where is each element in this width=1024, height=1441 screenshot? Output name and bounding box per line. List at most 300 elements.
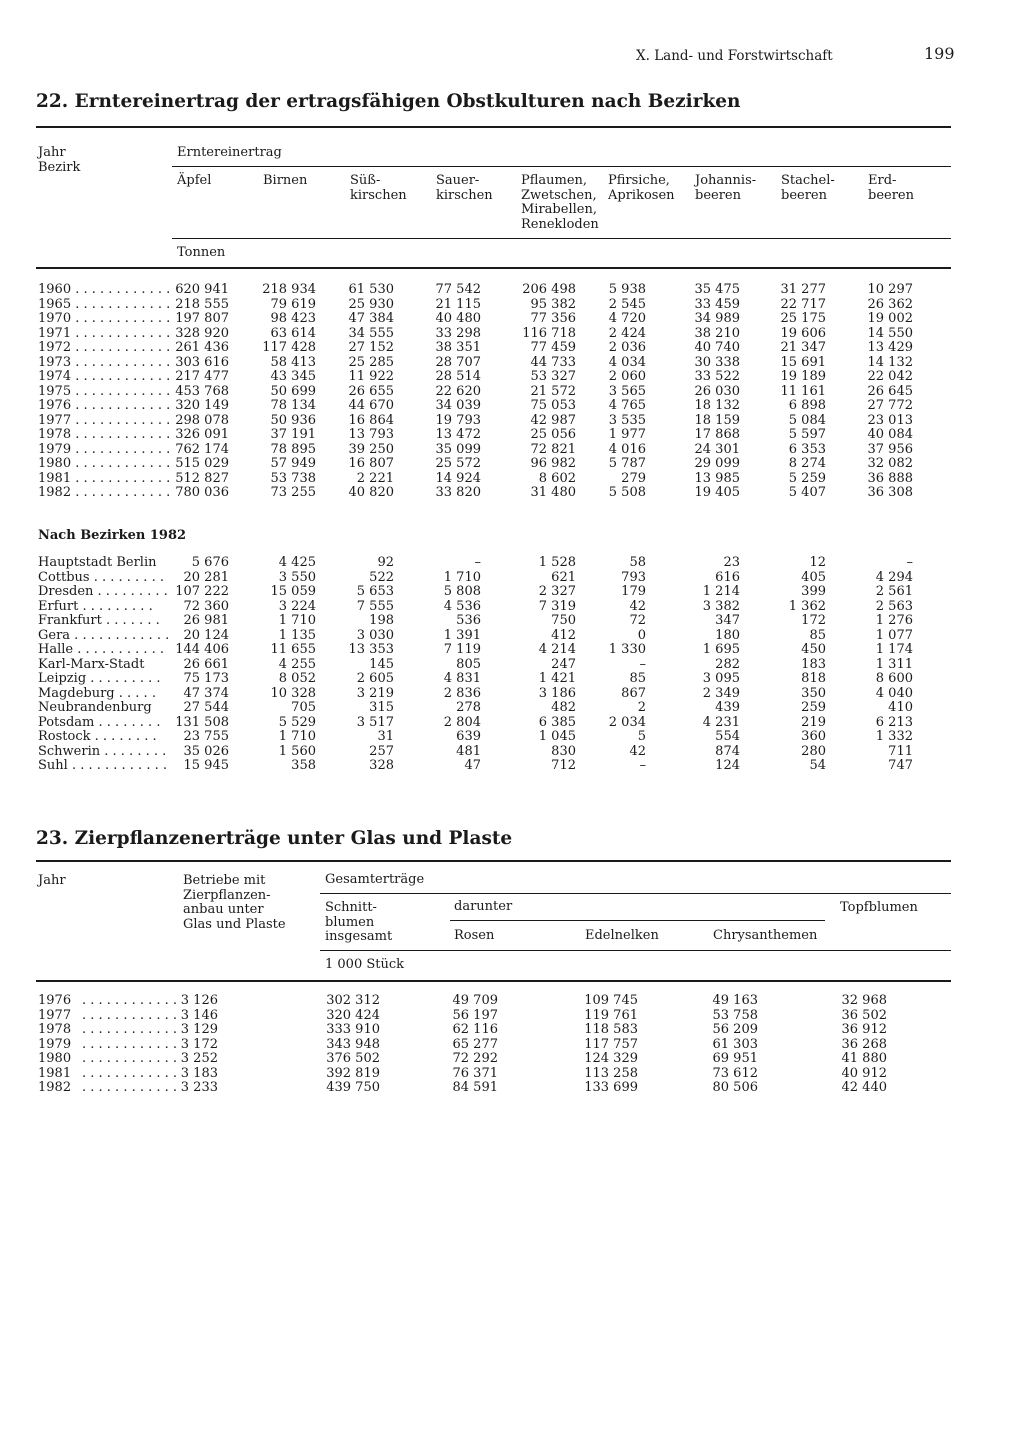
- table-cell: –: [906, 555, 913, 570]
- table-cell: 358: [291, 758, 316, 773]
- table-cell: 44 733: [530, 354, 576, 370]
- table-cell: 4 765: [608, 398, 646, 413]
- table-cell: 47: [464, 758, 481, 773]
- row-leader: . . . . . . . . . . . .: [82, 1007, 178, 1023]
- table-cell: 75 053: [530, 398, 576, 413]
- table-cell: 536: [456, 613, 481, 628]
- row-label: 1979 . . . . . . . . . . . .: [38, 441, 171, 457]
- table-cell: 85: [809, 627, 826, 643]
- row-leader: . . . . . . . . . . . .: [82, 1065, 178, 1081]
- table-cell: 750: [551, 613, 576, 628]
- table-cell: 35 026: [183, 743, 229, 759]
- table-cell: 17 868: [694, 427, 740, 442]
- table-cell: 25 285: [348, 354, 394, 370]
- table-cell: 257: [369, 743, 394, 759]
- row-label: 1960 . . . . . . . . . . . .: [38, 282, 171, 297]
- table-cell: 18 132: [694, 398, 740, 413]
- table-cell: 2 563: [875, 598, 913, 614]
- table-cell: 36 308: [867, 485, 913, 500]
- table-cell: 53 327: [530, 369, 576, 384]
- table-cell: 218 555: [175, 296, 229, 312]
- table-cell: 6 385: [538, 714, 576, 730]
- row-label: 1978 . . . . . . . . . . . .: [38, 427, 171, 442]
- table-cell: 1 362: [788, 598, 826, 614]
- row-label: 1980 . . . . . . . . . . . .: [38, 456, 171, 471]
- row-label: 1974 . . . . . . . . . . . .: [38, 369, 171, 384]
- table-cell: 1 332: [875, 729, 913, 744]
- table-cell: 14 132: [867, 354, 913, 370]
- table-cell: 4 294: [875, 569, 913, 585]
- table-row: [0, 687, 1024, 701]
- table-cell: 1 528: [538, 555, 576, 570]
- table-cell: 19 606: [780, 325, 826, 341]
- table-cell: 5 653: [356, 584, 394, 599]
- table-cell: 450: [801, 642, 826, 657]
- table-cell: 320 149: [175, 398, 229, 413]
- table-row: [0, 370, 1024, 384]
- table-cell: 2: [637, 700, 646, 715]
- table-cell: 1 214: [702, 584, 740, 599]
- table-cell: 5 407: [788, 485, 826, 500]
- row-label: Dresden . . . . . . . . .: [38, 584, 168, 599]
- table-cell: 3 186: [538, 685, 576, 701]
- table-cell: 38 351: [435, 340, 481, 355]
- table-cell: 16 864: [348, 412, 394, 428]
- table-row: [0, 283, 1024, 297]
- table-cell: 333 910: [326, 1022, 380, 1037]
- table-row: [0, 472, 1024, 486]
- col-header-edelnelken: Edelnelken: [585, 928, 659, 943]
- table-cell: 1 710: [443, 569, 481, 585]
- table-cell: 206 498: [522, 282, 576, 297]
- table-cell: 117 757: [584, 1036, 638, 1052]
- table-row: [0, 399, 1024, 413]
- table-row: [0, 443, 1024, 457]
- table-cell: 42 987: [530, 412, 576, 428]
- table-cell: 69 951: [712, 1051, 758, 1066]
- table-cell: 7 119: [443, 642, 481, 657]
- table-cell: 35 475: [694, 282, 740, 297]
- page-number: 199: [924, 44, 955, 63]
- table-row: [0, 629, 1024, 643]
- table-cell: 5: [637, 729, 646, 744]
- table-cell: 75 173: [183, 671, 229, 686]
- table-cell: 2 561: [875, 584, 913, 599]
- table-cell: 3 183: [180, 1065, 218, 1081]
- table-cell: 10 297: [867, 282, 913, 297]
- table-cell: 2 349: [702, 685, 740, 701]
- table-cell: 399: [801, 584, 826, 599]
- table-row: [0, 556, 1024, 570]
- table-cell: 72 292: [452, 1051, 498, 1066]
- table-cell: 21 347: [780, 340, 826, 355]
- table-cell: 793: [621, 569, 646, 585]
- table-cell: 172: [801, 613, 826, 628]
- row-label: 1970 . . . . . . . . . . . .: [38, 311, 171, 326]
- table-cell: 27 544: [183, 700, 229, 715]
- table-cell: 53 758: [712, 1007, 758, 1023]
- table-cell: 117 428: [262, 340, 316, 355]
- table-cell: 29 099: [694, 456, 740, 471]
- col-header-rosen: Rosen: [454, 928, 495, 943]
- table-cell: 1 045: [538, 729, 576, 744]
- table-cell: 19 405: [694, 485, 740, 500]
- table-cell: 705: [291, 700, 316, 715]
- table-cell: 113 258: [584, 1065, 638, 1081]
- row-label: Magdeburg . . . . .: [38, 685, 156, 701]
- table-23-group-header: Gesamterträge: [325, 872, 425, 887]
- table-row: [0, 701, 1024, 715]
- table-cell: 3 233: [180, 1080, 218, 1095]
- table-cell: 3 129: [180, 1022, 218, 1037]
- table-cell: 56 197: [452, 1007, 498, 1023]
- table-23-group-rule: [320, 893, 951, 894]
- table-cell: 53 738: [270, 470, 316, 486]
- table-cell: 23: [723, 555, 740, 570]
- table-cell: 47 374: [183, 685, 229, 701]
- table-cell: 47 384: [348, 311, 394, 326]
- table-23-stub-header: Jahr: [38, 873, 66, 888]
- table-23-title: 23. Zierpflanzenerträge unter Glas und Plaste: [36, 828, 513, 849]
- table-cell: 24 301: [694, 441, 740, 457]
- table-cell: 21 115: [435, 296, 481, 312]
- table-cell: 5 597: [788, 427, 826, 442]
- table-cell: 3 535: [608, 412, 646, 428]
- col-header-schnittblumen: Schnitt- blumen insgesamt: [325, 900, 393, 944]
- table-row: [0, 614, 1024, 628]
- table-cell: 620 941: [175, 282, 229, 297]
- row-label: Neubrandenburg: [38, 700, 152, 715]
- table-cell: 1 276: [875, 613, 913, 628]
- table-cell: 26 362: [867, 296, 913, 312]
- table-cell: 392 819: [326, 1065, 380, 1081]
- table-cell: 20 281: [183, 569, 229, 585]
- table-cell: 5 787: [608, 456, 646, 471]
- col-header-aepfel: Äpfel: [177, 173, 212, 188]
- table-cell: 818: [801, 671, 826, 686]
- row-label: Cottbus . . . . . . . . .: [38, 569, 164, 585]
- table-cell: 6 898: [788, 398, 826, 413]
- col-header-pfirsiche: Pfirsiche, Aprikosen: [608, 173, 675, 203]
- table-22-group-rule: [172, 166, 951, 167]
- row-label: 1973 . . . . . . . . . . . .: [38, 354, 171, 370]
- table-cell: 40 740: [694, 340, 740, 355]
- table-cell: 4 034: [608, 354, 646, 370]
- table-cell: 3 126: [180, 993, 218, 1008]
- table-cell: 28 707: [435, 354, 481, 370]
- table-cell: 5 084: [788, 412, 826, 428]
- table-cell: 522: [369, 569, 394, 585]
- table-cell: 198: [369, 613, 394, 628]
- table-cell: 1 135: [278, 627, 316, 643]
- table-cell: 183: [801, 656, 826, 672]
- table-cell: 412: [551, 627, 576, 643]
- table-cell: 50 699: [270, 383, 316, 399]
- table-cell: 2 545: [608, 296, 646, 312]
- table-cell: 482: [551, 700, 576, 715]
- table-cell: 30 338: [694, 354, 740, 370]
- table-cell: 3 219: [356, 685, 394, 701]
- table-cell: 13 429: [867, 340, 913, 355]
- row-label: Erfurt . . . . . . . . .: [38, 598, 153, 614]
- col-header-birnen: Birnen: [263, 173, 308, 188]
- table-cell: 762 174: [175, 441, 229, 457]
- table-cell: 7 319: [538, 598, 576, 614]
- table-cell: 58 413: [270, 354, 316, 370]
- table-row: [0, 759, 1024, 773]
- table-cell: 621: [551, 569, 576, 585]
- table-cell: 77 542: [435, 282, 481, 297]
- col-header-suesskirschen: Süß- kirschen: [350, 173, 407, 203]
- table-cell: 4 231: [702, 714, 740, 730]
- table-row: [0, 312, 1024, 326]
- table-cell: 197 807: [175, 311, 229, 326]
- table-row: [0, 298, 1024, 312]
- table-cell: 2 221: [356, 470, 394, 486]
- table-cell: 405: [801, 569, 826, 585]
- table-row: [0, 1038, 1024, 1052]
- table-cell: 63 614: [270, 325, 316, 341]
- table-cell: 326 091: [175, 427, 229, 442]
- table-cell: 73 612: [712, 1065, 758, 1081]
- table-cell: 5 259: [788, 470, 826, 486]
- table-cell: 5 808: [443, 584, 481, 599]
- col-header-chrysanthemen: Chrysanthemen: [713, 928, 818, 943]
- table-row: [0, 457, 1024, 471]
- row-label: 1976: [38, 993, 72, 1008]
- table-cell: 21 572: [530, 383, 576, 399]
- table-cell: 4 214: [538, 642, 576, 657]
- table-cell: 57 949: [270, 456, 316, 471]
- table-cell: 35 099: [435, 441, 481, 457]
- row-label: 1977 . . . . . . . . . . . .: [38, 412, 171, 428]
- table-cell: 72 360: [183, 598, 229, 614]
- table-cell: 6 353: [788, 441, 826, 457]
- table-cell: 830: [551, 743, 576, 759]
- table-row: [0, 730, 1024, 744]
- table-cell: 124: [715, 758, 740, 773]
- row-label: 1981: [38, 1065, 72, 1081]
- table-cell: 8 600: [875, 671, 913, 686]
- table-cell: 13 793: [348, 427, 394, 442]
- col-header-erdbeeren: Erd- beeren: [868, 173, 914, 203]
- table-cell: –: [639, 656, 646, 672]
- table-22-group-header: Erntereinertrag: [177, 145, 282, 160]
- table-cell: 3 550: [278, 569, 316, 585]
- table-cell: 805: [456, 656, 481, 672]
- table-cell: 107 222: [175, 584, 229, 599]
- table-cell: –: [474, 555, 481, 570]
- table-cell: 26 981: [183, 613, 229, 628]
- table-cell: 38 210: [694, 325, 740, 341]
- table-row: [0, 1023, 1024, 1037]
- table-cell: 11 161: [780, 383, 826, 399]
- table-cell: 1 174: [875, 642, 913, 657]
- table-cell: 119 761: [584, 1007, 638, 1023]
- table-cell: 13 353: [348, 642, 394, 657]
- table-cell: 22 620: [435, 383, 481, 399]
- table-cell: 3 030: [356, 627, 394, 643]
- table-cell: 639: [456, 729, 481, 744]
- table-cell: 33 820: [435, 485, 481, 500]
- table-cell: 4 425: [278, 555, 316, 570]
- table-row: [0, 600, 1024, 614]
- table-cell: 867: [621, 685, 646, 701]
- table-row: [0, 1052, 1024, 1066]
- table-cell: 554: [715, 729, 740, 744]
- table-row: [0, 672, 1024, 686]
- table-row: [0, 745, 1024, 759]
- col-header-betriebe: Betriebe mit Zierpflanzen- anbau unter Glas und Plaste: [183, 873, 286, 932]
- table-cell: 15 945: [183, 758, 229, 773]
- row-label: Schwerin . . . . . . . .: [38, 743, 167, 759]
- table-row: [0, 341, 1024, 355]
- table-22-unit: Tonnen: [177, 245, 226, 260]
- table-cell: 874: [715, 743, 740, 759]
- table-cell: 31 480: [530, 485, 576, 500]
- table-cell: 25 175: [780, 311, 826, 326]
- table-cell: 36 268: [841, 1036, 887, 1052]
- table-cell: 40 480: [435, 311, 481, 326]
- row-label: 1980: [38, 1051, 72, 1066]
- table-cell: 84 591: [452, 1080, 498, 1095]
- table-cell: 14 924: [435, 470, 481, 486]
- table-cell: 1 695: [702, 642, 740, 657]
- table-row: [0, 585, 1024, 599]
- table-cell: 8 274: [788, 456, 826, 471]
- table-cell: 302 312: [326, 993, 380, 1008]
- table-cell: 25 930: [348, 296, 394, 312]
- table-cell: –: [639, 758, 646, 773]
- table-cell: 144 406: [175, 642, 229, 657]
- table-cell: 2 327: [538, 584, 576, 599]
- table-cell: 32 082: [867, 456, 913, 471]
- table-cell: 3 382: [702, 598, 740, 614]
- table-cell: 4 016: [608, 441, 646, 457]
- row-label: Leipzig . . . . . . . . .: [38, 671, 161, 686]
- table-cell: 616: [715, 569, 740, 585]
- table-cell: 133 699: [584, 1080, 638, 1095]
- table-cell: 217 477: [175, 369, 229, 384]
- table-cell: 25 572: [435, 456, 481, 471]
- table-cell: 33 522: [694, 369, 740, 384]
- row-label: Halle . . . . . . . . . . .: [38, 642, 165, 657]
- table-cell: 6 213: [875, 714, 913, 730]
- table-cell: 453 768: [175, 383, 229, 399]
- table-cell: 2 034: [608, 714, 646, 730]
- table-cell: 2 804: [443, 714, 481, 730]
- table-cell: 10 328: [270, 685, 316, 701]
- row-leader: . . . . . . . . . . . .: [82, 1080, 178, 1095]
- table-cell: 278: [456, 700, 481, 715]
- col-header-stachelbeeren: Stachel- beeren: [781, 173, 835, 203]
- table-cell: 26 645: [867, 383, 913, 399]
- table-cell: 780 036: [175, 485, 229, 500]
- table-cell: 747: [888, 758, 913, 773]
- table-cell: 315: [369, 700, 394, 715]
- table-cell: 42: [629, 598, 646, 614]
- table-cell: 42: [629, 743, 646, 759]
- table-cell: 15 059: [270, 584, 316, 599]
- table-cell: 58: [629, 555, 646, 570]
- table-cell: 1 710: [278, 729, 316, 744]
- table-cell: 512 827: [175, 470, 229, 486]
- table-cell: 303 616: [175, 354, 229, 370]
- table-cell: 31: [377, 729, 394, 744]
- table-cell: 711: [888, 743, 913, 759]
- table-cell: 27 772: [867, 398, 913, 413]
- table-cell: 2 424: [608, 325, 646, 341]
- table-cell: 179: [621, 584, 646, 599]
- table-cell: 62 116: [452, 1022, 498, 1037]
- table-cell: 40 084: [867, 427, 913, 442]
- table-cell: 33 459: [694, 296, 740, 312]
- table-row: [0, 385, 1024, 399]
- table-cell: 3 252: [180, 1051, 218, 1066]
- table-cell: 19 002: [867, 311, 913, 326]
- table-22-header-bottom-rule: [36, 267, 951, 269]
- table-cell: 34 555: [348, 325, 394, 341]
- table-cell: 4 040: [875, 685, 913, 701]
- row-label: Suhl . . . . . . . . . . . .: [38, 758, 167, 773]
- col-header-sauerkirschen: Sauer- kirschen: [436, 173, 493, 203]
- table-cell: 1 560: [278, 743, 316, 759]
- table-cell: 78 134: [270, 398, 316, 413]
- table-cell: 42 440: [841, 1080, 887, 1095]
- table-cell: 131 508: [175, 714, 229, 730]
- table-cell: 33 298: [435, 325, 481, 341]
- table-cell: 26 030: [694, 383, 740, 399]
- table-cell: 78 895: [270, 441, 316, 457]
- table-22-stub-header: Jahr Bezirk: [38, 145, 81, 175]
- table-cell: 13 985: [694, 470, 740, 486]
- table-cell: 13 472: [435, 427, 481, 442]
- table-cell: 18 159: [694, 412, 740, 428]
- table-cell: 439 750: [326, 1080, 380, 1095]
- table-cell: 79 619: [270, 296, 316, 312]
- table-cell: 0: [637, 627, 646, 643]
- district-section-title: Nach Bezirken 1982: [38, 528, 187, 543]
- table-row: [0, 428, 1024, 442]
- table-cell: 3 172: [180, 1036, 218, 1052]
- table-cell: 1 077: [875, 627, 913, 643]
- table-cell: 2 036: [608, 340, 646, 355]
- table-cell: 1 311: [875, 656, 913, 672]
- row-label: 1978: [38, 1022, 72, 1037]
- row-label: 1982: [38, 1080, 72, 1095]
- table-cell: 1 421: [538, 671, 576, 686]
- row-leader: . . . . . . . . . . . .: [82, 993, 178, 1008]
- table-cell: 54: [809, 758, 826, 773]
- table-cell: 85: [629, 671, 646, 686]
- table-cell: 3 224: [278, 598, 316, 614]
- table-row: [0, 1009, 1024, 1023]
- table-cell: 261 436: [175, 340, 229, 355]
- row-label: 1976 . . . . . . . . . . . .: [38, 398, 171, 413]
- table-row: [0, 1081, 1024, 1095]
- table-row: [0, 1067, 1024, 1081]
- table-cell: 7 555: [356, 598, 394, 614]
- table-cell: 19 189: [780, 369, 826, 384]
- table-22-top-rule: [36, 126, 951, 128]
- row-label: 1981 . . . . . . . . . . . .: [38, 470, 171, 486]
- table-cell: 5 938: [608, 282, 646, 297]
- table-cell: 328 920: [175, 325, 229, 341]
- table-cell: 37 191: [270, 427, 316, 442]
- table-cell: 8 602: [538, 470, 576, 486]
- table-cell: 259: [801, 700, 826, 715]
- table-cell: 31 277: [780, 282, 826, 297]
